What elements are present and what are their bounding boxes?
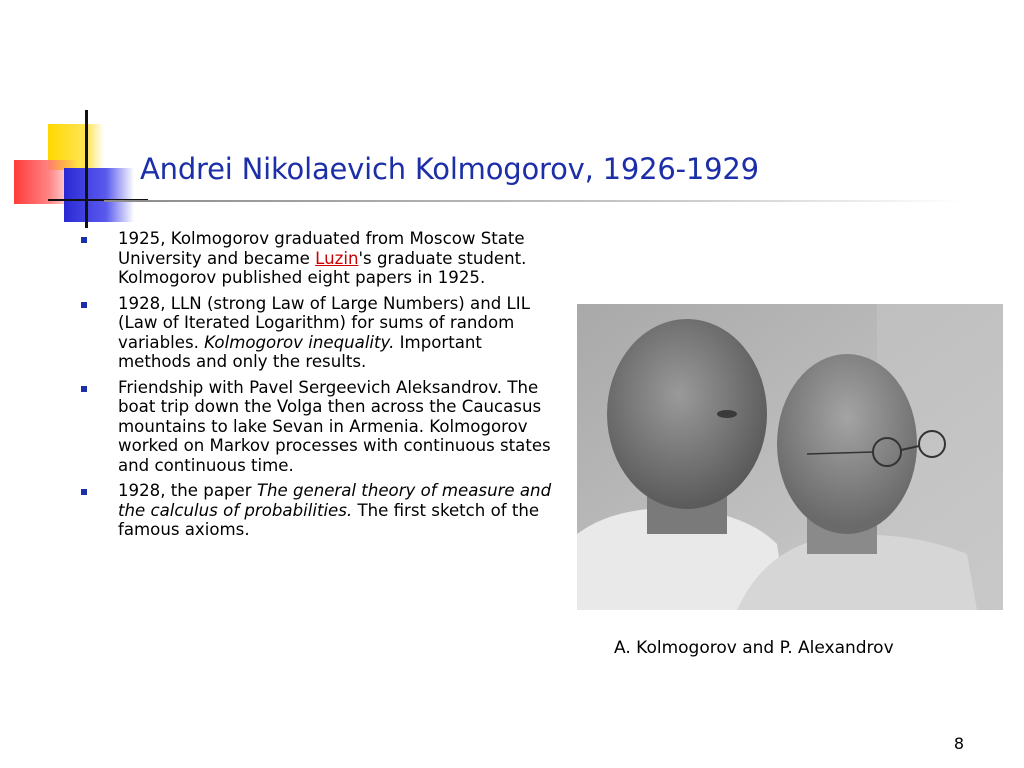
bullet-item bbox=[78, 378, 558, 476]
photo-image bbox=[577, 304, 1003, 610]
portrait-photo bbox=[577, 304, 1003, 610]
photo-caption: A. Kolmogorov and P. Alexandrov bbox=[614, 638, 894, 658]
logo-blue-square bbox=[64, 168, 134, 222]
bullet-square-icon bbox=[81, 237, 87, 243]
slide-logo bbox=[0, 0, 150, 240]
bullet-square-icon bbox=[81, 302, 87, 308]
bullet-text: The first sketch of the famous axioms. bbox=[118, 500, 540, 539]
bullet-text-italic: Kolmogorov inequality. bbox=[204, 332, 395, 352]
bullet-square-icon bbox=[81, 489, 87, 495]
page-number: 8 bbox=[953, 734, 964, 753]
bullet-text: Friendship with Pavel Sergeevich Aleksandrov. The boat trip down the Volga then across the Caucasus mountains to lake Sevan in Armenia. Kolmogorov worked on Markov processes with continuous states and continuous time. bbox=[118, 377, 551, 475]
luzin-link[interactable]: Luzin bbox=[315, 248, 359, 268]
bullet-item bbox=[78, 229, 558, 288]
bullet-text: 1925, Kolmogorov graduated from Moscow State University and became bbox=[118, 229, 525, 268]
bullet-square-icon bbox=[81, 386, 87, 392]
slide-title: Andrei Nikolaevich Kolmogorov, 1926-1929 bbox=[140, 152, 759, 186]
bullet-text: Important methods and only the results. bbox=[118, 332, 482, 371]
bullet-text: 1928, LLN (strong Law of Large Numbers) and LIL (Law of Iterated Logarithm) for sums of random variables. bbox=[118, 293, 530, 352]
bullet-text-italic: The general theory of measure and the calculus of probabilities. bbox=[118, 481, 552, 520]
title-divider bbox=[104, 200, 964, 202]
bullet-text: 1928, the paper bbox=[118, 481, 257, 500]
bullet-text: 's graduate student. Kolmogorov published eight papers in 1925. bbox=[118, 248, 527, 287]
bullet-list bbox=[78, 229, 558, 546]
bullet-item bbox=[78, 294, 558, 372]
bullet-item bbox=[78, 481, 558, 540]
logo-vertical-line bbox=[85, 110, 88, 228]
